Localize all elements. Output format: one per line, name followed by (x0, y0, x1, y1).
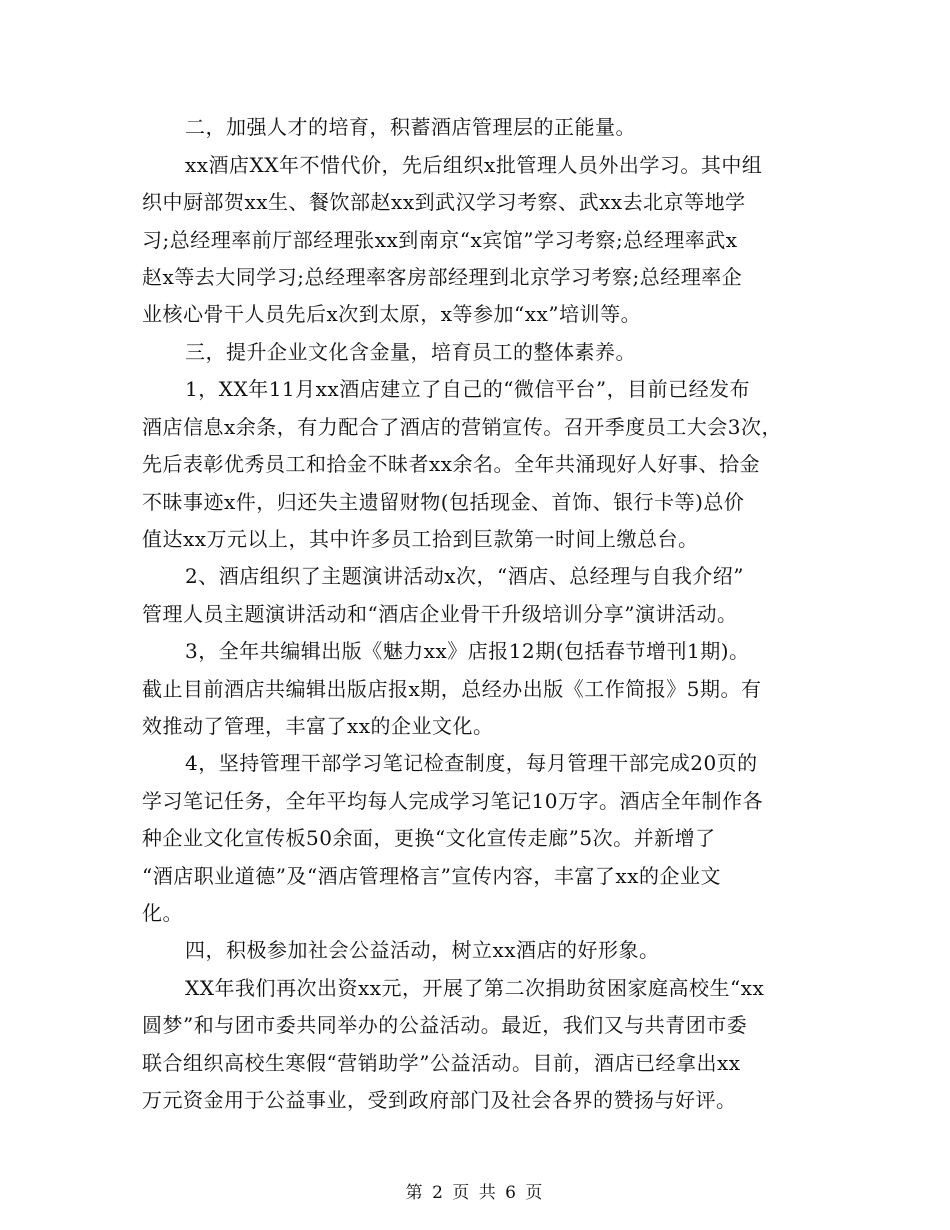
paragraph-line: 4，坚持管理干部学习笔记检查制度，每月管理干部完成20页的 (185, 751, 758, 775)
paragraph-line: 万元资金用于公益事业，受到政府部门及社会各界的赞扬与好评。 (142, 1088, 737, 1112)
paragraph-line: 联合组织高校生寒假“营销助学”公益活动。目前，酒店已经拿出xx (142, 1051, 741, 1075)
heading-line: 三，提升企业文化含金量，培育员工的整体素养。 (185, 340, 636, 364)
paragraph-line: 赵x等去大同学习;总经理率客房部经理到北京学习考察;总经理率企 (142, 265, 743, 289)
paragraph-line: “酒店职业道德”及“酒店管理格言”宣传内容，丰富了xx的企业文 (142, 864, 721, 888)
paragraph-line: 不昧事迹x件，归还失主遗留财物(包括现金、首饰、银行卡等)总价 (142, 490, 745, 514)
paragraph-line: 种企业文化宣传板50余面，更换“文化宣传走廊”5次。并新增了 (142, 826, 716, 850)
paragraph-line: 织中厨部贺xx生、餐饮部赵xx到武汉学习考察、武xx去北京等地学 (142, 190, 746, 214)
paragraph-line: 学习笔记任务，全年平均每人完成学习笔记10万字。酒店全年制作各 (142, 789, 763, 813)
paragraph-line: 截止目前酒店共编辑出版店报x期，总经办出版《工作简报》5期。有 (142, 677, 762, 701)
paragraph-line: 1，XX年11月xx酒店建立了自己的“微信平台”，目前已经发布 (185, 377, 751, 401)
paragraph-line: 习;总经理率前厅部经理张xx到南京“x宾馆”学习考察;总经理率武x (142, 228, 738, 252)
paragraph-line: 2、酒店组织了主题演讲活动x次，“酒店、总经理与自我介绍” (185, 564, 744, 588)
heading-line: 二，加强人才的培育，积蓄酒店管理层的正能量。 (185, 115, 636, 139)
paragraph-line: 先后表彰优秀员工和拾金不昧者xx余名。全年共涌现好人好事、拾金 (142, 452, 761, 476)
paragraph-line: 业核心骨干人员先后x次到太原，x等参加“xx”培训等。 (142, 302, 642, 326)
paragraph-line: 圆梦”和与团市委共同举办的公益活动。最近，我们又与共青团市委 (142, 1013, 748, 1037)
paragraph-line: 值达xx万元以上，其中许多员工拾到巨款第一时间上缴总台。 (142, 527, 699, 551)
paragraph-line: XX年我们再次出资xx元，开展了第二次捐助贫困家庭高校生“xx (185, 976, 765, 1000)
paragraph-line: 3，全年共编辑出版《魅力xx》店报12期(包括春节增刊1期)。 (185, 639, 750, 663)
paragraph-line: 化。 (142, 901, 183, 925)
page-number-footer: 第 2 页 共 6 页 (405, 1183, 545, 1203)
paragraph-line: xx酒店XX年不惜代价，先后组织x批管理人员外出学习。其中组 (185, 153, 763, 177)
paragraph-line: 效推动了管理，丰富了xx的企业文化。 (142, 714, 494, 738)
heading-line: 四，积极参加社会公益活动，树立xx酒店的好形象。 (185, 938, 660, 962)
paragraph-line: 酒店信息x余条，有力配合了酒店的营销宣传。召开季度员工大会3次， (142, 415, 783, 439)
paragraph-line: 管理人员主题演讲活动和“酒店企业骨干升级培训分享”演讲活动。 (142, 602, 738, 626)
